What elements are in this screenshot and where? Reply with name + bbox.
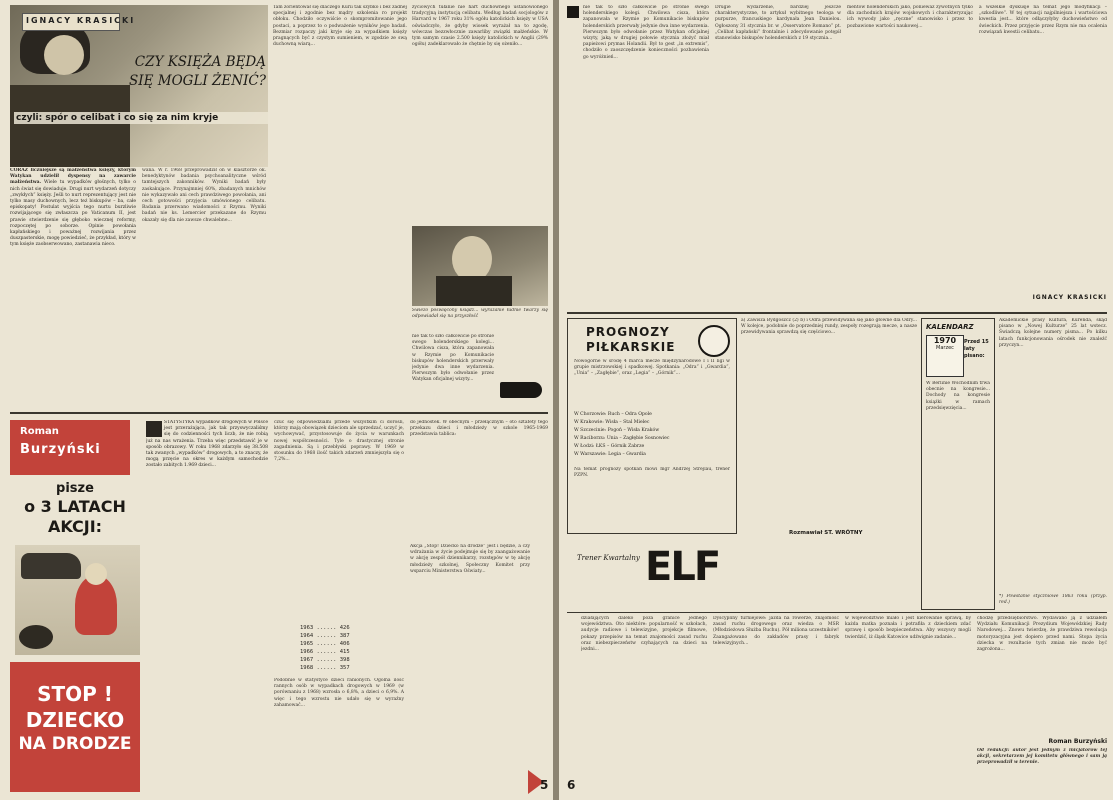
match-item: W Łodzi: ŁKS – Górnik Zabrze [574,444,645,449]
article2-cont-col3: w województwie miało i jest kierowanie sprawą, by każda matka poznała i potrafiła z dzieckiem zdać sprawę i sposób bezpieczeństwa. Aby wszyscy mogli twierdzić, iż śląsk Katowice udźwignie zadanie... [845,616,971,640]
calendar-page-icon [926,335,964,377]
table-row: 1966 ...... 415 [300,649,350,655]
article1-cont-col1: nie tak to szło całkowicie po stronie swego holenderskiego kolegi. Chwilowa cisza, która zapanowała w Rzymie po Komunikacie biskupów holenderskich przerwały jedynie dwa inne wydarzenia. Pierwszym było odwołanie przez Watykan oficjalnej wizyty, jaką w drugiej połowie stycznia złożyć miał papieżowi prymas Holandii. Był to gest „in extremis”, chodziło o zaoszczędzenie konieczności pozbawienia go wyróżnień... [583,5,709,60]
article1-signature: IGNACY KRASICKI [1032,294,1107,301]
article2-cont-col2: Dyscypliny turniejowe: jazda na rowerze, znajomość zasad ruchu drogowego oraz wiedza o MSR (Młodzieżowa Służba Ruchu). Pół miliona uczestników! Zaangażowano do zakładów prasy i fabryk telewizyjnych... [713,616,839,646]
article1-lead: CORAZ liczniejsze są małżeństwa księży, którym Watykan udzielił dyspensy na zawarcie małżeństwa. [10,168,136,186]
match-item: W Warszawie: Legia – Gwardia [574,452,646,457]
banner-na-drodze: NA DRODZE [18,734,132,754]
article2-col5: Akcja „Stop! Dziecko na drodze” jest i będzie, a czy wdrażania w życie podejmuje się by zaangażowanie w akcję zespół dziennikarzy, rozstępów w tę akcję młodzieży szkolnej, Społeczny Komitet przy wsparciu Ministerstwa Oświaty... [410,544,530,574]
kalendarz-header: KALENDARZ [926,323,974,331]
elf-mark: ELF [645,544,720,590]
kalendarz-box [921,318,995,610]
title-line-2: SIĘ MOGLI ŻENIĆ? [129,73,266,89]
table-row: 1964 ...... 387 [300,633,350,639]
prognozy-right-col: a) Zawisza Bydgoszcz (2) b) i Odra przewidywana się jako główne dla Odry... W kolejce, podobnie do poprzedniej rundy, zespoły rozegrają mecze, a nasze przewidywania sprawdzą się częściowo... [741,318,917,336]
match-item: W Raciborzu: Unia – Zagłębie Sosnowiec [574,436,670,441]
banner-stop: STOP ! [37,682,113,706]
stop-banner [10,662,140,792]
accident-table [300,624,390,672]
match-item: W Chorzowie: Ruch – Odra Opole [574,412,652,417]
article1-col3: Tam zorientował się dlaczego Kurii tak szybko i bez żadnej specjalnej i zgodnie bez mądry szkolenia ro projekt obłoku. Chodziło oczywiście o skompromitowanie jego postaci, a poprzez to o podważenie wyników jego badań. Bezmiar rozpaczy jaki kryje się za wypadkiem księży pragnących być z czystym sumieniem, w zgodzie ze swą duchowną wiarą... [273,5,407,48]
prognozy-lead: Nowogórne w środę 4 marca mecze międzynarodowe I i II ligi w grupie mistrzowskiej i spadkowej. Spotkania: „Odra” i „Gwardia”, „Unia” – „Zagłębie”, oraz „Legia” – „Górnik”... [574,359,730,377]
photo-caption: Świeżo poświęcony ksiądz... wyrażanie łudnie twarzy się odpowiadał się na przyszłość [412,308,548,320]
prognozy-title-line2: PIŁKARSKIE [586,340,676,354]
article1-col5: nie tak to szło całkowicie po stronie swego holenderskiego kolegi... Chwilowa cisza, która zapanowała w Rzymie po Komunikacie biskupów holenderskich przerwały jedynie dwa inne wydarzenia. Pierwszym było odwołanie przez Watykan oficjalnej wizyty... [412,334,494,383]
article1-cont-col3: mentów holenderskich jako, ponieważ żywotnych tylko dla zachodnich krajów wojskowych i charakteryzując ich wywody jako „ręczne” stanowisko i przez to pozbawione wartości naukowej... [847,5,973,29]
football-icon [698,325,730,357]
article2-signature: Roman Burzyński [1048,738,1107,745]
title-pisze: pisze [56,481,94,496]
article2-title [10,480,140,537]
author-last-name: Burzyński [20,442,101,457]
match-item: W Krakowie: Wisła – Stal Mielec [574,420,650,425]
child-road-illustration [15,545,140,655]
left-page [0,0,553,800]
article2-author-box [10,420,130,475]
prognozy-box [567,318,737,534]
calendar-month: Marzec [936,345,954,351]
article1-cont-col2: Drugie wydarzenie, bardziej jeszcze charakterystyczne, to artykuł wybitnego teologa w purpurze, francuskiego kardynała Jean Danielou. Ogłoszony 31 stycznia br. w „Osservatore Romano” pt. „Celibat kapłański” frontalnie i zdecydowanie potępił stanowisko biskupów holenderskich z 19 stycznia... [715,5,841,42]
prognozy-title-line1: PROGNOZY [586,325,670,339]
section-divider [10,412,548,414]
article2-col1-text: STATYSTYKA wypadków drogowych w Polsce jest przerażająca, jak tak przyswyczaliśmy się do codzienności tych liczb, że nie robią już na nas wrażenia. Trzeba więc przedstawić je w sposób obrazowy. W roku 1968 zdarzyło się 38.508 tak zwanych „wypadków” drogowych, a to znaczy, że mogą przęcie na okres w każdym samochodzie zostało zabitych 1.969 dzieci... [146,420,268,469]
article1-col1 [10,168,136,408]
table-row: 1968 ...... 357 [300,665,350,671]
black-square [567,6,579,18]
article2-cont-col4: chodzę przedsiębiorstwo. Wydawano ją z udziałem Wydziału Komunikacji Prezydium Wojewódzkiej Rady Narodowej... Znowu twierdzę, że prawdziwa rewolucja motoryzacyjna jest dopiero przed nami. Stopa życia dziecka w rezultacie tych zmian nie może być zagrożona... [977,616,1107,653]
calendar-year: 1970 [933,336,957,345]
kalendarz-footnote: *) Powstanie styczniowe 1863 roku (przyp. red.) [999,594,1107,606]
title-3-lata: o 3 LATACH [24,497,126,516]
article2-cont-col1: działających daleko poza granice jednego województwa. Oto niektóre: popularność w szkołach, audycje radiowe i telewizyjne, projekcje filmowe, pokazy przepisów na temat znajomości zasad ruchu oraz niebezpieczeństw czyhających na dzieci na jezdni... [581,616,707,653]
article-author: IGNACY KRASICKI [26,16,136,25]
table-row: 1965 ...... 406 [300,641,350,647]
prognozy-signature: Rozmawiał ST. WRÓTNY [789,530,863,536]
match-item: W Szczecinie: Pogoń – Wisła Kraków [574,428,660,433]
hand-pointer-icon [500,382,542,398]
article1-col4: życiowych tułanie nie hart duchownego ustanowionego tradycyjną instytucją celibatu. Według badań socjologów z Harvard w 1967 roku 31% ogółu katolickich księży w USA oświadczyło, że gdyby wiosek wyrażał na to zgodę, wówczas bezzwłocznie zawarliby związki małżeńskie. W tym samym czasie 2.500 księży katolickich w Anglii (29% ogółu) zadeklarowało że chętnie by się ożeniło... [412,5,548,48]
trener-kwartalny-label: Trener Kwartalny [577,554,640,562]
article2-col4: Podobnie w statystyce dzieci ranionych. Ogólna ilość rannych osób w wypadkach drogowych w 1969 (w porównaniu z 1968) wzrosła o 6,8%, a dzieci o 6,9%. A więc i tego wzrostu nie udało się w wyraźny zahamować... [274,678,404,708]
article1-col2: wana. W r. 1968 przeprowadził on w klasztorze ok. benedyktynów badania psychoanalityczne wśród tamtejszych zakonników. Wyniki badań były zaskakujące. Przynajmniej 60%, zbadanych mnichów nie wykazywało ani cech prawdziwego powołania, ani cech gotowości przyjęcia umówionego celibatu. Badania przerwano wiadomości z Rzymu. Wyniki badań nie ks. Lemercier przekazane do Rzymu okazały się dla nie zawsze chwalebne... [142,168,266,223]
prognozy-footer: Na temat prognozy spotkań mówi mgr Andrzej Strejlau, trener PZPN. [574,467,730,479]
section-divider [567,612,1107,613]
article-subtitle: czyli: spór o celibat i co się za nim kryje [14,112,268,124]
article2-col2: czuć się odpowiedzialni przede wszystkim ci dorośli, którzy mają obowiązek dzieciom ale uprzedzać, uczyć je, wychowywać, przystosowuje do życia w warunkach nowej współczesności. Tyle o drastycznej stronie zagadnienia. Są i przebłyski poprawy. W 1969 w stosunku do 1968 ilość takich zdarzeń zmniejszyła się o 7,2%... [274,420,404,463]
drop-cap [146,421,162,437]
banner-dziecko: DZIECKO [25,708,125,732]
editor-note: Od redakcji: autor jest jednym z inicjatorów tej akcji, sekretarzem jej komitetu głównego i sam ją przeprowadził w terenie. [977,748,1107,766]
kalendarz-text: W Berlinie Wschodnim trwa obecnie na kongresie... Dochody na kongresie książki w ramach przedsięwzięcia... [926,381,990,411]
article1-col1-text: Wiele tu wypadków głośnych, tylko o nich świat się dowiaduje. Drugi nurt wydarzeń dotyczy „zwykłych” księży. Jeśli to nurt reprezentujący jest nie tylko masy duchownych, lecz też biskupów – ba, całe episkopaty! Postulat wyjścia tego nurtu burzliwie rozwijającego się zwłaszcza po Vaticanum II, jest prawie stwierdzenie się głęboko wiecznej reformy, rozpoczętej po soborze. Opinie powołania kapłańskiego i poważnej rozwijania przez duszpasterskie, mogę powiedzieć, że przykład, który w tym księże zaobserwowano, zastanawia nieco. [10,180,136,248]
kalendarz-subhead: Przed 15 laty pisano: [964,339,989,359]
header-photo [10,5,268,167]
author-first-name: Roman [20,426,59,437]
title-line-1: CZY KSIĘŻA BĘDĄ [134,54,266,70]
page-number: 6 [567,778,576,792]
kalendarz-right-col: Akademickie prasy Kultura, Kurenda, skąd pisano w „Nowej Kulturze” 25 lat wstecz. Świadczą kolejne numery pisma... Po kilku latach funkcjonowania ośrodek nie znaleźć przyczyn... [999,318,1107,348]
section-divider [567,312,1107,314]
prognozy-title [586,325,675,355]
article-title [128,53,266,91]
article2-col3: do jednostek. W obecnym – przełącznym – oto sztafety tego przekazu dzieci i młodzieży w szkole 1965-1969 przedstawia tablica: [410,420,548,438]
priest-photo [412,226,548,306]
article2-col1 [146,420,268,792]
page-number: 5 [540,778,549,792]
right-page [559,0,1113,800]
table-row: 1963 ...... 426 [300,625,350,631]
elf-logo [573,536,723,608]
table-row: 1967 ...... 398 [300,657,350,663]
title-akcji: AKCJI: [47,517,103,536]
article1-cont-col4: a wszelkie dyskusje na temat jego modyfikacji – „szkodliwe”. W tej sytuacji najpilniejsza i wartościowa kwestia jest... które odłączyłyby duchowieństwo od świeckich. Przez przyjęcie przez Rzym nie ma ocalenia rozwiązań kwestii celibatu... [979,5,1107,35]
prognozy-matches [574,411,730,459]
